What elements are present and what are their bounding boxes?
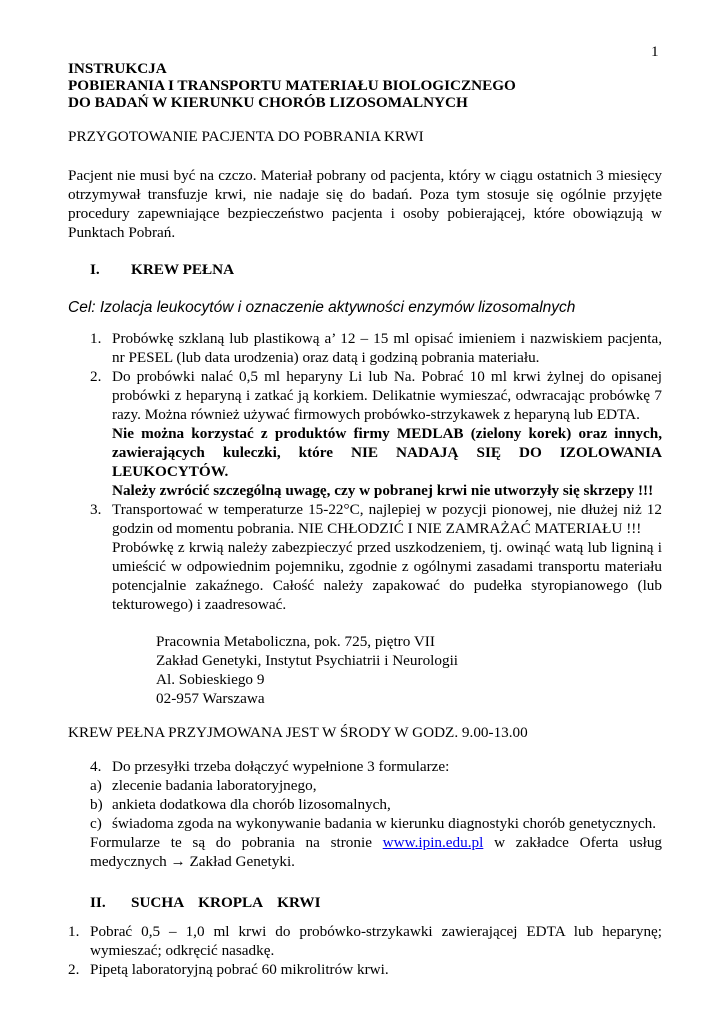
section-title-word: KRWI — [277, 894, 321, 911]
item-text-packaging: Probówkę z krwią należy zabezpieczyć przed uszkodzeniem, tj. owinąć watą lub ligniną i umieścić w odpowiednim pojemniku, zgodnie z ogólnymi zasadami transportu materiału potencjalnie zakaźnego. Całość należy zapakować do pudełka styropianowego (lub tekturowego) i zaadresować. — [112, 539, 662, 613]
address-line: 02-957 Warszawa — [156, 690, 265, 707]
section-title-word: SUCHA — [131, 894, 185, 911]
website-link[interactable]: www.ipin.edu.pl — [382, 834, 484, 851]
section-goal: Cel: Izolacja leukocytów i oznaczenie aktywności enzymów lizosomalnych — [68, 299, 576, 316]
item-text: Probówkę szklaną lub plastikową a’ 12 – 15 ml opisać imieniem i nazwiskiem pacjenta, nr PESEL (lub data urodzenia) oraz datą i godziną pobrania materiału. — [112, 330, 662, 366]
page-number: 1 — [651, 43, 659, 60]
shipping-address — [156, 632, 662, 708]
patient-prep-paragraph: Pacjent nie musi być na czczo. Materiał pobrany od pacjenta, który w ciągu ostatnich 3 miesięcy otrzymywał transfuzje krwi, nie nadaje się do badań. Poza tym stosuje się ogólnie przyjęte procedury zapewniające bezpieczeństwo pacjenta i osoby pobierającej, które obowiązują w Punktach Pobrań. — [68, 167, 662, 241]
address-line: Pracownia Metaboliczna, pok. 725, piętro VII — [156, 633, 435, 650]
item-number: 3. — [90, 501, 102, 518]
section-number: II. — [90, 894, 106, 911]
item-text: Transportować w temperaturze 15-22°C, najlepiej w pozycji pionowej, nie dłużej niż 12 godzin od momentu pobrania. NIE CHŁODZIĆ I NIE ZAMRAŻAĆ MATERIAŁU !!! — [112, 501, 662, 537]
item-number: 2. — [68, 961, 80, 978]
forms-download-note — [90, 833, 662, 871]
address-line: Zakład Genetyki, Instytut Psychiatrii i Neurologii — [156, 652, 459, 669]
section-number: I. — [90, 261, 100, 278]
item-text: Pobrać 0,5 – 1,0 ml krwi do probówko-strzykawki zawierającej EDTA lub heparynę; wymieszać; odkręcić nasadkę. — [90, 923, 662, 959]
list-item — [90, 795, 662, 814]
section-title: KREW PEŁNA — [131, 261, 235, 278]
item-text: ankieta dodatkowa dla chorób lizosomalnych, — [112, 796, 391, 813]
item-text: zlecenie badania laboratoryjnego, — [112, 777, 317, 794]
section-heading-whole-blood — [90, 260, 662, 279]
note-text: Formularze te są do pobrania na stronie — [90, 834, 372, 851]
item-number: 1. — [68, 923, 80, 940]
list-item — [90, 776, 662, 795]
document-title — [68, 60, 662, 111]
item-text: Pipetą laboratoryjną pobrać 60 mikrolitrów krwi. — [90, 961, 389, 978]
item-text: Do probówki nalać 0,5 ml heparyny Li lub Na. Pobrać 10 ml krwi żylnej do opisanej probówki z heparyną i zatkać ją korkiem. Delikatnie wymieszać, odwracając probówkę 7 razy. Można również używać firmowych probówko-strzykawek z heparyną lub EDTA. — [112, 368, 662, 423]
list-item — [68, 500, 662, 614]
warning-medlab: Nie można korzystać z produktów firmy MEDLAB (zielony korek) oraz innych, zawierających kuleczki, które NIE NADAJĄ SIĘ DO IZOLOWANIA LEUKOCYTÓW. — [112, 425, 662, 480]
document-body — [68, 60, 662, 979]
address-line: Al. Sobieskiego 9 — [156, 671, 265, 688]
list-item — [68, 329, 662, 367]
note-text: w zakładce Oferta usług medycznych → Zakład Genetyki. — [90, 834, 663, 870]
acceptance-notice: KREW PEŁNA PRZYJMOWANA JEST W ŚRODY W GODZ. 9.00-13.00 — [68, 724, 528, 741]
warning-clots: Należy zwrócić szczególną uwagę, czy w pobranej krwi nie utworzyły się skrzepy !!! — [112, 482, 654, 499]
title-line: POBIERANIA I TRANSPORTU MATERIAŁU BIOLOGICZNEGO — [68, 77, 516, 94]
item-number: 1. — [90, 330, 102, 347]
section-heading-dried-blood-spot — [90, 893, 662, 912]
list-item — [68, 367, 662, 500]
section-title-word: KROPLA — [198, 894, 264, 911]
required-forms-list — [68, 776, 662, 833]
whole-blood-steps — [68, 329, 662, 614]
item-text: świadoma zgoda na wykonywanie badania w kierunku diagnostyki chorób genetycznych. — [112, 815, 657, 832]
list-item — [68, 757, 662, 776]
item-letter: a) — [90, 777, 102, 794]
patient-prep-heading: PRZYGOTOWANIE PACJENTA DO POBRANIA KRWI — [68, 128, 424, 145]
item-number: 2. — [90, 368, 102, 385]
title-line: INSTRUKCJA — [68, 60, 167, 77]
title-line: DO BADAŃ W KIERUNKU CHORÓB LIZOSOMALNYCH — [68, 94, 468, 111]
item-letter: c) — [90, 815, 102, 832]
list-item — [68, 960, 662, 979]
item-letter: b) — [90, 796, 103, 813]
item-text: Do przesyłki trzeba dołączyć wypełnione 3 formularze: — [112, 758, 450, 775]
list-item — [90, 814, 662, 833]
forms-step — [68, 757, 662, 776]
list-item — [68, 922, 662, 960]
dried-blood-spot-steps — [68, 922, 662, 979]
item-number: 4. — [90, 758, 102, 775]
